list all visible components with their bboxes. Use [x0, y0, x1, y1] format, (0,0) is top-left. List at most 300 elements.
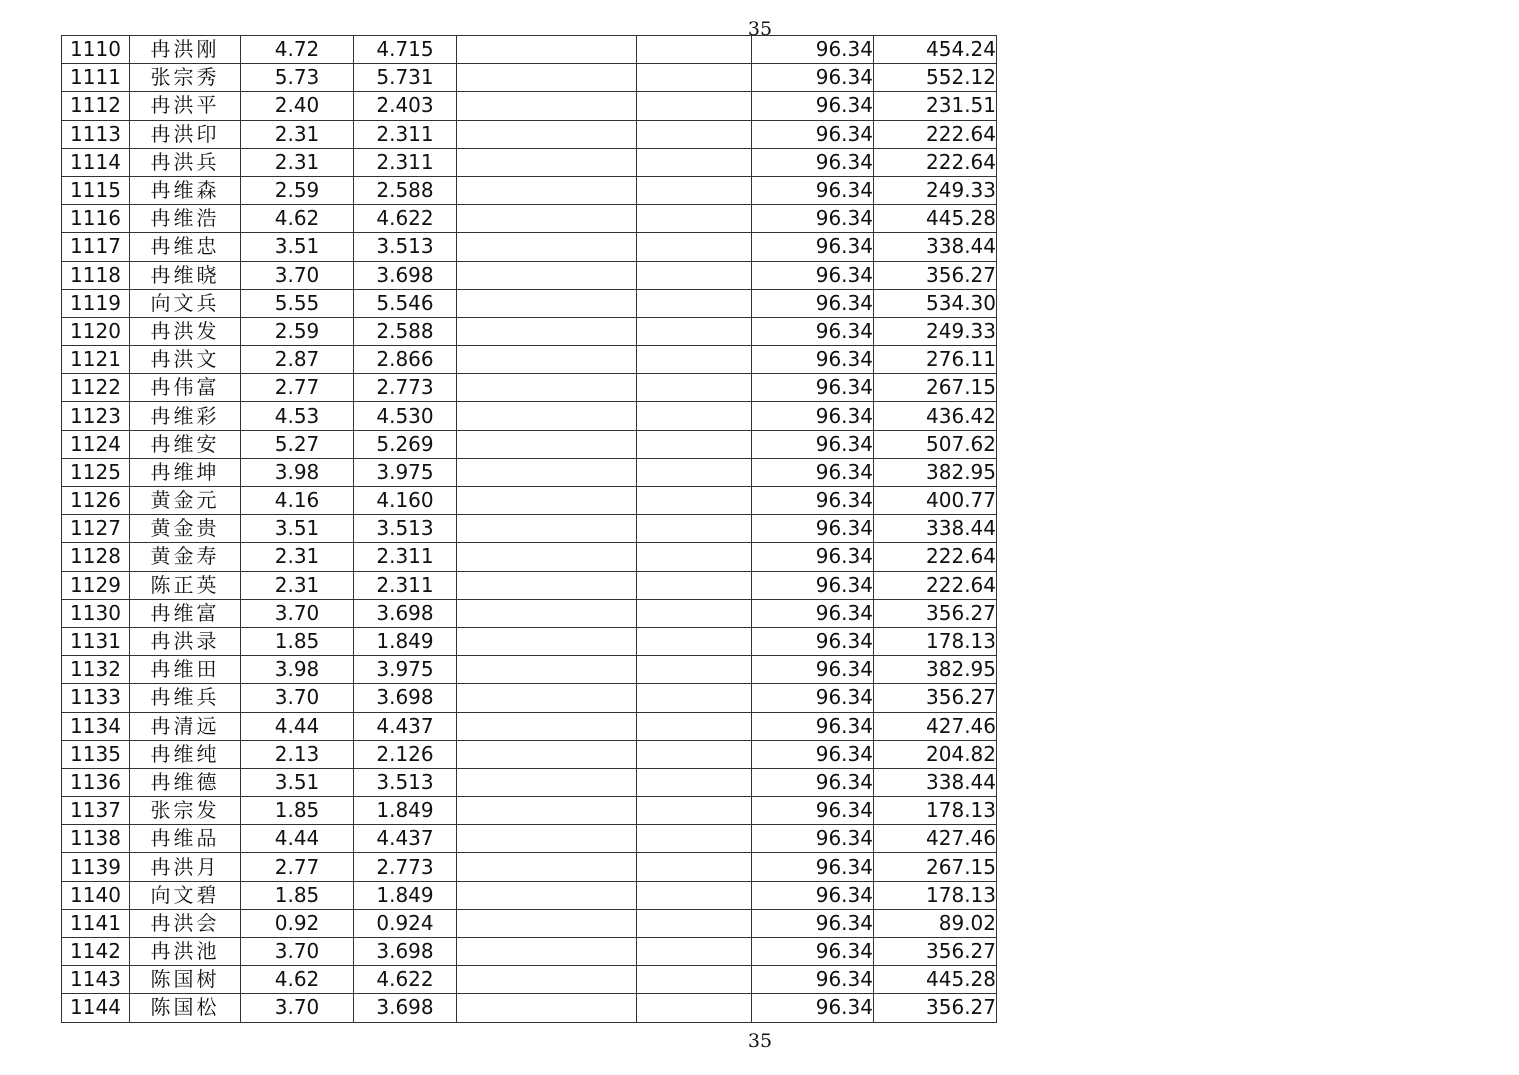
row-empty-cell	[457, 627, 637, 655]
row-id-cell: 1126	[62, 487, 130, 515]
row-id-cell: 1128	[62, 543, 130, 571]
row-name-cell: 陈国松	[130, 994, 241, 1022]
row-amount-cell: 338.44	[874, 768, 997, 796]
row-rate-cell: 96.34	[752, 740, 874, 768]
row-empty-cell	[457, 458, 637, 486]
row-name-cell: 冉伟富	[130, 374, 241, 402]
row-empty-cell	[457, 543, 637, 571]
row-amount-cell: 445.28	[874, 966, 997, 994]
row-value-b-cell: 4.622	[354, 966, 457, 994]
row-id-cell: 1111	[62, 64, 130, 92]
row-empty-cell	[637, 938, 752, 966]
row-empty-cell	[457, 289, 637, 317]
row-empty-cell	[637, 374, 752, 402]
row-id-cell: 1110	[62, 36, 130, 64]
row-id-cell: 1119	[62, 289, 130, 317]
row-amount-cell: 249.33	[874, 317, 997, 345]
row-amount-cell: 507.62	[874, 430, 997, 458]
row-value-b-cell: 4.622	[354, 205, 457, 233]
row-value-a-cell: 2.40	[241, 92, 354, 120]
row-name-cell: 冉维忠	[130, 233, 241, 261]
row-amount-cell: 356.27	[874, 684, 997, 712]
row-value-b-cell: 4.437	[354, 712, 457, 740]
table-row	[62, 515, 997, 543]
table-row	[62, 712, 997, 740]
row-empty-cell	[637, 430, 752, 458]
row-name-cell: 向文兵	[130, 289, 241, 317]
row-value-b-cell: 2.126	[354, 740, 457, 768]
row-rate-cell: 96.34	[752, 176, 874, 204]
row-value-b-cell: 2.311	[354, 543, 457, 571]
row-id-cell: 1133	[62, 684, 130, 712]
row-empty-cell	[637, 458, 752, 486]
row-empty-cell	[457, 881, 637, 909]
row-empty-cell	[457, 768, 637, 796]
row-id-cell: 1124	[62, 430, 130, 458]
row-value-b-cell: 3.698	[354, 994, 457, 1022]
row-rate-cell: 96.34	[752, 543, 874, 571]
table-row	[62, 64, 997, 92]
row-rate-cell: 96.34	[752, 120, 874, 148]
row-value-b-cell: 2.773	[354, 374, 457, 402]
row-name-cell: 冉维富	[130, 599, 241, 627]
table-row	[62, 346, 997, 374]
row-empty-cell	[637, 205, 752, 233]
row-id-cell: 1114	[62, 148, 130, 176]
row-rate-cell: 96.34	[752, 261, 874, 289]
row-amount-cell: 427.46	[874, 712, 997, 740]
row-value-a-cell: 4.53	[241, 402, 354, 430]
row-value-b-cell: 5.269	[354, 430, 457, 458]
row-empty-cell	[457, 515, 637, 543]
row-empty-cell	[637, 684, 752, 712]
table-row	[62, 571, 997, 599]
row-value-a-cell: 2.31	[241, 543, 354, 571]
table-row	[62, 740, 997, 768]
row-empty-cell	[457, 599, 637, 627]
row-amount-cell: 222.64	[874, 543, 997, 571]
row-empty-cell	[637, 853, 752, 881]
row-empty-cell	[637, 825, 752, 853]
row-empty-cell	[637, 881, 752, 909]
table-row	[62, 233, 997, 261]
row-rate-cell: 96.34	[752, 712, 874, 740]
row-value-b-cell: 4.530	[354, 402, 457, 430]
row-amount-cell: 222.64	[874, 571, 997, 599]
row-empty-cell	[457, 346, 637, 374]
row-value-a-cell: 3.98	[241, 458, 354, 486]
row-name-cell: 冉洪刚	[130, 36, 241, 64]
row-id-cell: 1134	[62, 712, 130, 740]
row-empty-cell	[457, 994, 637, 1022]
row-rate-cell: 96.34	[752, 374, 874, 402]
row-rate-cell: 96.34	[752, 627, 874, 655]
row-rate-cell: 96.34	[752, 487, 874, 515]
table-row	[62, 627, 997, 655]
row-value-a-cell: 3.51	[241, 233, 354, 261]
row-amount-cell: 356.27	[874, 261, 997, 289]
row-value-a-cell: 3.70	[241, 599, 354, 627]
row-id-cell: 1135	[62, 740, 130, 768]
row-amount-cell: 231.51	[874, 92, 997, 120]
row-amount-cell: 249.33	[874, 176, 997, 204]
row-empty-cell	[637, 176, 752, 204]
row-id-cell: 1138	[62, 825, 130, 853]
table-row	[62, 938, 997, 966]
row-value-a-cell: 3.70	[241, 938, 354, 966]
row-name-cell: 冉洪池	[130, 938, 241, 966]
row-amount-cell: 338.44	[874, 515, 997, 543]
row-value-a-cell: 5.55	[241, 289, 354, 317]
row-empty-cell	[637, 627, 752, 655]
row-value-a-cell: 2.59	[241, 176, 354, 204]
row-name-cell: 冉洪月	[130, 853, 241, 881]
row-empty-cell	[457, 205, 637, 233]
table-row	[62, 148, 997, 176]
row-empty-cell	[637, 346, 752, 374]
row-empty-cell	[637, 966, 752, 994]
row-rate-cell: 96.34	[752, 881, 874, 909]
row-id-cell: 1120	[62, 317, 130, 345]
row-empty-cell	[457, 740, 637, 768]
row-value-a-cell: 2.77	[241, 374, 354, 402]
row-empty-cell	[457, 656, 637, 684]
table-row	[62, 458, 997, 486]
row-empty-cell	[457, 487, 637, 515]
row-empty-cell	[457, 148, 637, 176]
row-empty-cell	[457, 853, 637, 881]
row-rate-cell: 96.34	[752, 64, 874, 92]
row-amount-cell: 267.15	[874, 853, 997, 881]
row-empty-cell	[637, 148, 752, 176]
row-empty-cell	[637, 92, 752, 120]
row-empty-cell	[637, 36, 752, 64]
row-value-b-cell: 3.513	[354, 515, 457, 543]
row-amount-cell: 204.82	[874, 740, 997, 768]
row-value-b-cell: 3.975	[354, 656, 457, 684]
row-name-cell: 冉维彩	[130, 402, 241, 430]
row-empty-cell	[637, 599, 752, 627]
row-id-cell: 1121	[62, 346, 130, 374]
row-empty-cell	[637, 261, 752, 289]
row-rate-cell: 96.34	[752, 402, 874, 430]
row-empty-cell	[457, 92, 637, 120]
row-name-cell: 黄金寿	[130, 543, 241, 571]
row-name-cell: 黄金贵	[130, 515, 241, 543]
row-amount-cell: 382.95	[874, 656, 997, 684]
row-value-a-cell: 3.51	[241, 768, 354, 796]
row-value-b-cell: 2.773	[354, 853, 457, 881]
row-empty-cell	[637, 402, 752, 430]
row-rate-cell: 96.34	[752, 36, 874, 64]
row-empty-cell	[457, 712, 637, 740]
row-value-b-cell: 3.975	[354, 458, 457, 486]
row-rate-cell: 96.34	[752, 853, 874, 881]
row-value-b-cell: 3.698	[354, 938, 457, 966]
row-empty-cell	[637, 317, 752, 345]
row-value-a-cell: 4.62	[241, 966, 354, 994]
row-empty-cell	[457, 64, 637, 92]
row-empty-cell	[457, 120, 637, 148]
row-value-b-cell: 2.588	[354, 317, 457, 345]
row-id-cell: 1115	[62, 176, 130, 204]
row-amount-cell: 436.42	[874, 402, 997, 430]
row-name-cell: 张宗发	[130, 797, 241, 825]
row-empty-cell	[457, 430, 637, 458]
table-row	[62, 881, 997, 909]
row-rate-cell: 96.34	[752, 289, 874, 317]
table-row	[62, 402, 997, 430]
row-name-cell: 冉洪平	[130, 92, 241, 120]
row-amount-cell: 267.15	[874, 374, 997, 402]
row-id-cell: 1143	[62, 966, 130, 994]
table-row	[62, 853, 997, 881]
row-rate-cell: 96.34	[752, 797, 874, 825]
row-value-b-cell: 2.588	[354, 176, 457, 204]
row-empty-cell	[457, 825, 637, 853]
row-rate-cell: 96.34	[752, 994, 874, 1022]
row-name-cell: 冉维晓	[130, 261, 241, 289]
row-value-b-cell: 0.924	[354, 909, 457, 937]
row-rate-cell: 96.34	[752, 768, 874, 796]
row-value-a-cell: 2.59	[241, 317, 354, 345]
row-value-a-cell: 5.73	[241, 64, 354, 92]
table-row	[62, 797, 997, 825]
row-name-cell: 冉维森	[130, 176, 241, 204]
page-number-top: 35	[747, 18, 773, 40]
row-empty-cell	[457, 176, 637, 204]
row-value-b-cell: 2.311	[354, 120, 457, 148]
row-value-a-cell: 2.87	[241, 346, 354, 374]
row-rate-cell: 96.34	[752, 233, 874, 261]
row-name-cell: 冉维田	[130, 656, 241, 684]
row-value-b-cell: 3.698	[354, 599, 457, 627]
row-rate-cell: 96.34	[752, 684, 874, 712]
row-value-a-cell: 3.70	[241, 684, 354, 712]
row-id-cell: 1122	[62, 374, 130, 402]
row-empty-cell	[637, 487, 752, 515]
row-value-a-cell: 1.85	[241, 627, 354, 655]
row-value-b-cell: 1.849	[354, 627, 457, 655]
row-empty-cell	[457, 317, 637, 345]
row-amount-cell: 382.95	[874, 458, 997, 486]
row-amount-cell: 222.64	[874, 148, 997, 176]
row-value-a-cell: 4.16	[241, 487, 354, 515]
row-id-cell: 1136	[62, 768, 130, 796]
row-value-b-cell: 4.160	[354, 487, 457, 515]
row-rate-cell: 96.34	[752, 909, 874, 937]
row-value-a-cell: 3.70	[241, 261, 354, 289]
row-name-cell: 冉洪会	[130, 909, 241, 937]
row-value-a-cell: 2.77	[241, 853, 354, 881]
row-amount-cell: 356.27	[874, 938, 997, 966]
table-row	[62, 289, 997, 317]
table-row	[62, 994, 997, 1022]
row-name-cell: 冉洪兵	[130, 148, 241, 176]
table-row	[62, 261, 997, 289]
row-amount-cell: 89.02	[874, 909, 997, 937]
row-amount-cell: 427.46	[874, 825, 997, 853]
row-value-a-cell: 4.62	[241, 205, 354, 233]
row-rate-cell: 96.34	[752, 205, 874, 233]
table-row	[62, 487, 997, 515]
row-empty-cell	[637, 909, 752, 937]
row-id-cell: 1137	[62, 797, 130, 825]
row-empty-cell	[637, 712, 752, 740]
table-row	[62, 317, 997, 345]
row-name-cell: 冉维兵	[130, 684, 241, 712]
row-value-a-cell: 2.31	[241, 148, 354, 176]
row-rate-cell: 96.34	[752, 938, 874, 966]
table-row	[62, 543, 997, 571]
ledger-table	[61, 35, 997, 1023]
table-row	[62, 120, 997, 148]
table-row	[62, 430, 997, 458]
row-value-b-cell: 2.311	[354, 571, 457, 599]
table-row	[62, 36, 997, 64]
row-empty-cell	[637, 571, 752, 599]
table-row	[62, 374, 997, 402]
row-id-cell: 1142	[62, 938, 130, 966]
row-value-a-cell: 4.44	[241, 712, 354, 740]
row-value-a-cell: 0.92	[241, 909, 354, 937]
row-id-cell: 1129	[62, 571, 130, 599]
row-name-cell: 张宗秀	[130, 64, 241, 92]
row-rate-cell: 96.34	[752, 599, 874, 627]
row-empty-cell	[637, 289, 752, 317]
row-value-b-cell: 2.311	[354, 148, 457, 176]
row-empty-cell	[457, 402, 637, 430]
row-value-b-cell: 3.698	[354, 684, 457, 712]
row-value-b-cell: 4.715	[354, 36, 457, 64]
row-empty-cell	[637, 797, 752, 825]
row-rate-cell: 96.34	[752, 571, 874, 599]
table-row	[62, 205, 997, 233]
row-name-cell: 黄金元	[130, 487, 241, 515]
row-empty-cell	[637, 543, 752, 571]
row-amount-cell: 222.64	[874, 120, 997, 148]
row-empty-cell	[457, 909, 637, 937]
table-row	[62, 92, 997, 120]
row-empty-cell	[637, 120, 752, 148]
row-name-cell: 冉维安	[130, 430, 241, 458]
row-id-cell: 1113	[62, 120, 130, 148]
row-name-cell: 冉维品	[130, 825, 241, 853]
row-value-a-cell: 5.27	[241, 430, 354, 458]
row-amount-cell: 178.13	[874, 627, 997, 655]
row-id-cell: 1118	[62, 261, 130, 289]
row-empty-cell	[637, 233, 752, 261]
row-value-b-cell: 2.403	[354, 92, 457, 120]
row-rate-cell: 96.34	[752, 430, 874, 458]
row-amount-cell: 356.27	[874, 994, 997, 1022]
row-name-cell: 向文碧	[130, 881, 241, 909]
row-id-cell: 1123	[62, 402, 130, 430]
row-empty-cell	[457, 684, 637, 712]
row-rate-cell: 96.34	[752, 317, 874, 345]
row-rate-cell: 96.34	[752, 148, 874, 176]
row-rate-cell: 96.34	[752, 458, 874, 486]
row-value-a-cell: 2.31	[241, 120, 354, 148]
row-value-b-cell: 2.866	[354, 346, 457, 374]
row-id-cell: 1140	[62, 881, 130, 909]
row-rate-cell: 96.34	[752, 966, 874, 994]
row-name-cell: 冉维纯	[130, 740, 241, 768]
row-amount-cell: 552.12	[874, 64, 997, 92]
row-value-a-cell: 3.98	[241, 656, 354, 684]
row-name-cell: 冉清远	[130, 712, 241, 740]
row-name-cell: 冉洪录	[130, 627, 241, 655]
row-empty-cell	[457, 374, 637, 402]
row-name-cell: 冉洪文	[130, 346, 241, 374]
row-value-a-cell: 4.44	[241, 825, 354, 853]
table-row	[62, 909, 997, 937]
table-row	[62, 599, 997, 627]
row-id-cell: 1112	[62, 92, 130, 120]
row-empty-cell	[457, 938, 637, 966]
ledger-body	[62, 36, 997, 1023]
page-number-bottom: 35	[747, 1030, 773, 1052]
row-id-cell: 1132	[62, 656, 130, 684]
row-value-a-cell: 3.51	[241, 515, 354, 543]
row-value-b-cell: 3.513	[354, 768, 457, 796]
row-id-cell: 1131	[62, 627, 130, 655]
row-name-cell: 冉洪发	[130, 317, 241, 345]
row-value-a-cell: 3.70	[241, 994, 354, 1022]
row-id-cell: 1117	[62, 233, 130, 261]
row-empty-cell	[637, 994, 752, 1022]
row-amount-cell: 338.44	[874, 233, 997, 261]
table-row	[62, 768, 997, 796]
row-empty-cell	[457, 966, 637, 994]
row-value-a-cell: 1.85	[241, 881, 354, 909]
row-name-cell: 陈国树	[130, 966, 241, 994]
row-rate-cell: 96.34	[752, 515, 874, 543]
row-value-b-cell: 3.513	[354, 233, 457, 261]
table-row	[62, 684, 997, 712]
row-id-cell: 1130	[62, 599, 130, 627]
row-name-cell: 冉维德	[130, 768, 241, 796]
row-value-a-cell: 2.31	[241, 571, 354, 599]
row-amount-cell: 178.13	[874, 797, 997, 825]
row-value-b-cell: 1.849	[354, 797, 457, 825]
row-empty-cell	[457, 571, 637, 599]
row-rate-cell: 96.34	[752, 346, 874, 374]
row-id-cell: 1125	[62, 458, 130, 486]
row-id-cell: 1144	[62, 994, 130, 1022]
row-name-cell: 冉维坤	[130, 458, 241, 486]
row-name-cell: 冉洪印	[130, 120, 241, 148]
row-id-cell: 1127	[62, 515, 130, 543]
table-row	[62, 966, 997, 994]
row-amount-cell: 445.28	[874, 205, 997, 233]
row-value-b-cell: 5.731	[354, 64, 457, 92]
row-empty-cell	[637, 740, 752, 768]
row-empty-cell	[457, 233, 637, 261]
row-id-cell: 1139	[62, 853, 130, 881]
row-value-a-cell: 1.85	[241, 797, 354, 825]
row-rate-cell: 96.34	[752, 656, 874, 684]
table-row	[62, 176, 997, 204]
row-id-cell: 1141	[62, 909, 130, 937]
row-value-b-cell: 1.849	[354, 881, 457, 909]
table-row	[62, 825, 997, 853]
row-value-b-cell: 4.437	[354, 825, 457, 853]
row-empty-cell	[637, 515, 752, 543]
row-empty-cell	[457, 261, 637, 289]
row-name-cell: 陈正英	[130, 571, 241, 599]
row-empty-cell	[637, 656, 752, 684]
